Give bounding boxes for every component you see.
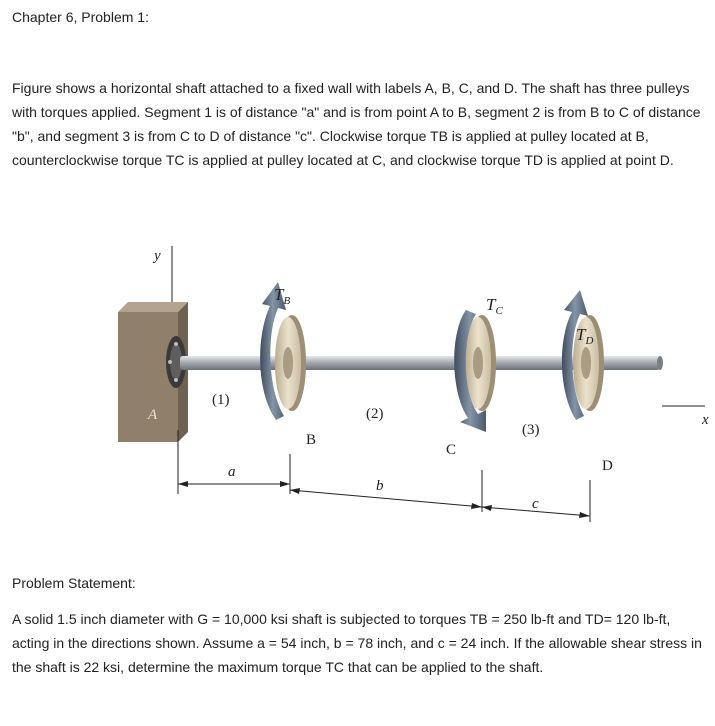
dimension-b-label: b	[376, 478, 384, 494]
segment-1-label: (1)	[212, 392, 230, 408]
y-axis-label: y	[154, 248, 161, 264]
dimension-arrows	[178, 481, 590, 518]
chapter-heading: Chapter 6, Problem 1:	[12, 9, 149, 25]
problem-statement-label: Problem Statement:	[12, 575, 136, 591]
problem-statement-text: A solid 1.5 inch diameter with G = 10,000 ksi shaft is subjected to torques TB = 250 lb-ft and TD= 120 lb-ft, acting in the directions shown. Assume a = 54 inch, b = 78 inch, and c = 24 inch. If the allowable shear stress in the shaft is 22 ksi, determine the maximum torque TC that can be applied to the shaft.	[12, 611, 702, 675]
figure-description: Figure shows a horizontal shaft attached to a fixed wall with labels A, B, C, and D. The shaft has three pulleys with torques applied. Segment 1 is of distance "a" and is from point A to B, segment 2 is from B to C of distance "b", and segment 3 is from C to D of distance "c". Clockwise torque TB is applied at pulley located at B, counterclockwise torque TC is applied at pulley located at C, and clockwise torque TD is applied at point D.	[12, 80, 701, 168]
torque-d-label: $T_D$	[576, 325, 594, 347]
dimension-lines	[178, 430, 590, 522]
torque-c-label: $T_C$	[486, 295, 503, 317]
point-d-label: D	[602, 458, 613, 474]
dimension-c-label: c	[532, 496, 539, 512]
segment-2-label: (2)	[366, 406, 384, 422]
torque-b-label: $T_B$	[274, 285, 291, 307]
dimension-a-label: a	[228, 464, 236, 480]
segment-3-label: (3)	[522, 422, 540, 438]
point-a-label: A	[148, 407, 158, 423]
point-b-label: B	[306, 432, 317, 448]
pulley-b	[275, 315, 306, 411]
shaft-diagram	[100, 232, 715, 552]
x-axis-label: x	[702, 412, 709, 428]
shaft-figure	[100, 232, 715, 552]
point-c-label: C	[446, 442, 457, 458]
